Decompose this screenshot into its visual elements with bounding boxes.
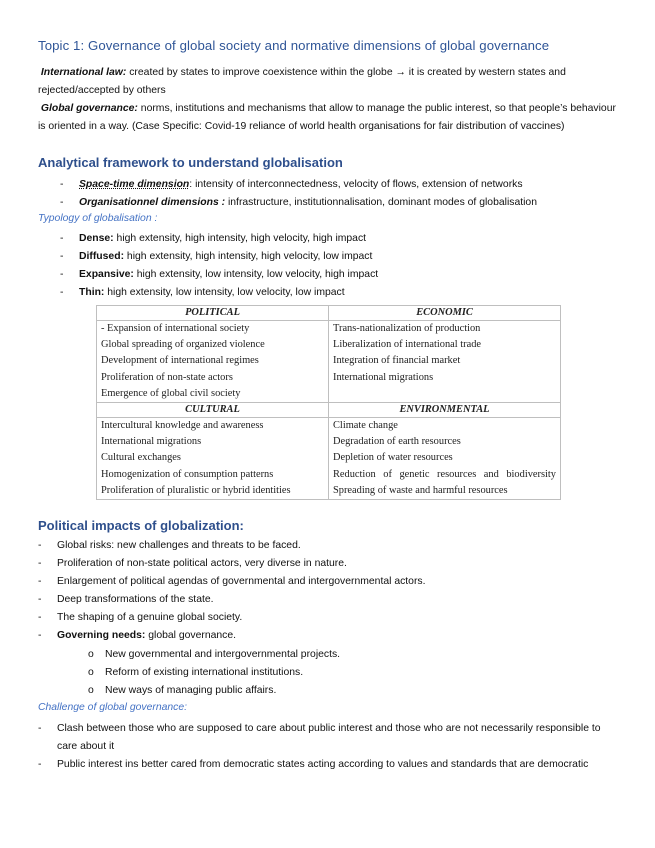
- framework-term: Space-time dimension: [79, 179, 190, 190]
- typology-term: Dense:: [79, 233, 114, 244]
- table-entry: International migrations: [101, 436, 202, 448]
- challenge-item: [38, 756, 638, 792]
- intro-international-law: [38, 64, 623, 100]
- table-entry: Development of international regimes: [101, 355, 259, 367]
- bullet-dash: -: [60, 251, 64, 262]
- bullet-dash: -: [60, 287, 64, 298]
- typology-text: high extensity, high intensity, high velocity, high impact: [113, 233, 367, 244]
- typology-term: Expansive:: [79, 269, 134, 280]
- table-entry: Liberalization of international trade: [333, 339, 482, 351]
- table-entry: - Expansion of international society: [101, 323, 250, 334]
- governing-term: Governing needs:: [57, 630, 146, 641]
- challenge-item: [38, 720, 638, 756]
- bullet-dash: -: [60, 197, 64, 208]
- table-entry: Emergence of global civil society: [101, 387, 241, 399]
- table-entry: Reduction of genetic resources and biodiversity: [333, 468, 556, 480]
- page-title: Topic 1: Governance of global society and normative dimensions of global governance: [38, 38, 550, 53]
- table-entry: Degradation of earth resources: [333, 436, 461, 448]
- sub-item-text: New ways of managing public affairs.: [105, 685, 277, 696]
- bullet-circle: o: [88, 667, 94, 678]
- bullet-dash: -: [38, 630, 42, 641]
- term-global-governance: Global governance:: [40, 103, 138, 114]
- bullet-dash: -: [38, 759, 42, 770]
- table-cell-cultural: [97, 418, 329, 500]
- intro-global-governance-text: norms, institutions and mechanisms that allow to manage the public interest, so that people’s behaviour is oriented in a way. (Case Specific: Covid-19 reliance of world health organisations for fair distribution of vaccines): [38, 103, 616, 132]
- bullet-dash: -: [38, 612, 42, 623]
- sub-item-text: New governmental and intergovernmental projects.: [105, 649, 341, 660]
- impact-text: Enlargement of political agendas of governmental and intergovernmental actors.: [57, 576, 426, 587]
- bullet-dash: -: [38, 594, 42, 605]
- impact-text: The shaping of a genuine global society.: [57, 612, 243, 623]
- table-header-cultural: CULTURAL: [97, 403, 329, 418]
- impacts-heading: Political impacts of globalization:: [38, 518, 244, 533]
- framework-heading: Analytical framework to understand globalisation: [38, 155, 343, 170]
- intro-international-law-text: created by states to improve coexistence within the globe → it is created by western states and rejected/accepted by others: [38, 67, 566, 96]
- table-entry: Proliferation of pluralistic or hybrid identities: [101, 484, 291, 496]
- term-international-law: International law:: [40, 67, 127, 78]
- typology-term: Diffused:: [79, 251, 125, 262]
- table-entry: Trans-nationalization of production: [333, 323, 481, 334]
- table-entry: Climate change: [333, 420, 398, 432]
- typology-text: high extensity, high intensity, high velocity, low impact: [124, 251, 373, 262]
- bullet-dash: -: [60, 269, 64, 280]
- table-entry: Intercultural knowledge and awareness: [101, 420, 264, 432]
- framework-term: Organisationnel dimensions :: [79, 197, 226, 208]
- challenge-text: Public interest ins better cared from democratic states acting according to values and standards that are democratic: [57, 759, 589, 770]
- table-header-environmental: ENVIRONMENTAL: [329, 403, 561, 418]
- table-cell-economic: [329, 321, 561, 403]
- bullet-dash: -: [38, 723, 42, 734]
- table-entry: Depletion of water resources: [333, 452, 453, 464]
- impact-text: Deep transformations of the state.: [57, 594, 214, 605]
- globalization-dimensions-table: [96, 305, 561, 500]
- intro-global-governance: [38, 100, 623, 136]
- impact-text: Global risks: new challenges and threats to be faced.: [57, 540, 301, 551]
- bullet-dash: -: [38, 558, 42, 569]
- bullet-circle: o: [88, 649, 94, 660]
- bullet-dash: -: [60, 233, 64, 244]
- governing-text: global governance.: [145, 630, 237, 641]
- table-entry: Spreading of waste and harmful resources: [333, 484, 508, 496]
- table-entry: Homogenization of consumption patterns: [101, 468, 274, 480]
- table-entry: Proliferation of non-state actors: [101, 371, 233, 383]
- challenge-text: Clash between those who are supposed to care about public interest and those who are not necessarily responsible to care about it: [57, 723, 601, 752]
- typology-text: high extensity, low intensity, low velocity, high impact: [133, 269, 379, 280]
- challenge-heading: Challenge of global governance:: [38, 702, 188, 713]
- bullet-circle: o: [88, 685, 94, 696]
- table-header-political: POLITICAL: [97, 306, 329, 321]
- impact-text: Proliferation of non-state political actors, very diverse in nature.: [57, 558, 347, 569]
- table-entry: Integration of financial market: [333, 355, 461, 367]
- table-entry: International migrations: [333, 371, 434, 383]
- table-header-economic: ECONOMIC: [329, 306, 561, 321]
- bullet-dash: -: [60, 179, 64, 190]
- typology-term: Thin:: [79, 287, 105, 298]
- document-page: Topic 1: Governance of global society and normative dimensions of global governance International law: created by states to improve coexistence within the globe → it is created by western states and rejected/accepted by others Global governance: norms, institutions and mechanisms that allow to manage the public interest, so that people’s behaviour is oriented in a way. (Case Specific: Covid-19 reliance of world health organisations for fair distribution of vaccines) Analytical framework to understand globalisation - Space-time dimension: intensity of interconnectedness, velocity of flows, extension of networks - Organisationnel dimensions : infrastructure, institutionnalisation, dominant modes of globalisation Typology of globalisation : - Dense: high extensity, high intensity, high velocity, high impact - Diffused: high extensity, high intensity, high velocity, low impact - Expansive: high extensity, low intensity, low velocity, high impact - Thin: high extensity, low intensity, low velocity, low impact POLITICAL ECONOMIC - Expansion of international society Global spreading of organized violence Development of international regimes Proliferation of non-state actors Emergence of global civil society Trans-nationalization of production Liberalization of international trade Integration of financial market International migrations CULTURAL ENVIRONMENTAL Intercultural knowledge and awareness International migrations Cultural exchanges Homogenization of consumption patterns Proliferation of pluralistic or hybrid identities Climate change Degradation of earth resources Depletion of water resources Reduction of genetic resources and biodiversity Spreading of waste and harmful resources Political impacts of globalization: - Global risks: new challenges and threats to be faced. - Proliferation of non-state political actors, very diverse in nature. - Enlargement of political agendas of governmental and intergovernmental actors. - Deep transformations of the state. - The shaping of a genuine global society. - Governing needs: global governance. o New governmental and intergovernmental projects. o Reform of existing international institutions. o New ways of managing public affairs. Challenge of global governance: - Clash between those who are supposed to care about public interest and those who are not necessarily responsible to care about it - Public interest ins better cared from democratic states acting according to values and standards that are democratic: [0, 0, 655, 848]
- bullet-dash: -: [38, 576, 42, 587]
- typology-heading: Typology of globalisation :: [38, 213, 158, 224]
- table-entry: Cultural exchanges: [101, 452, 181, 464]
- bullet-dash: -: [38, 540, 42, 551]
- table-cell-environmental: [329, 418, 561, 500]
- typology-text: high extensity, low intensity, low velocity, low impact: [104, 287, 345, 298]
- framework-text: infrastructure, institutionnalisation, dominant modes of globalisation: [227, 197, 537, 208]
- sub-item-text: Reform of existing international institutions.: [105, 667, 304, 678]
- framework-text: intensity of interconnectedness, velocity of flows, extension of networks: [195, 179, 523, 190]
- table-cell-political: [97, 321, 329, 403]
- table-entry: Global spreading of organized violence: [101, 339, 265, 351]
